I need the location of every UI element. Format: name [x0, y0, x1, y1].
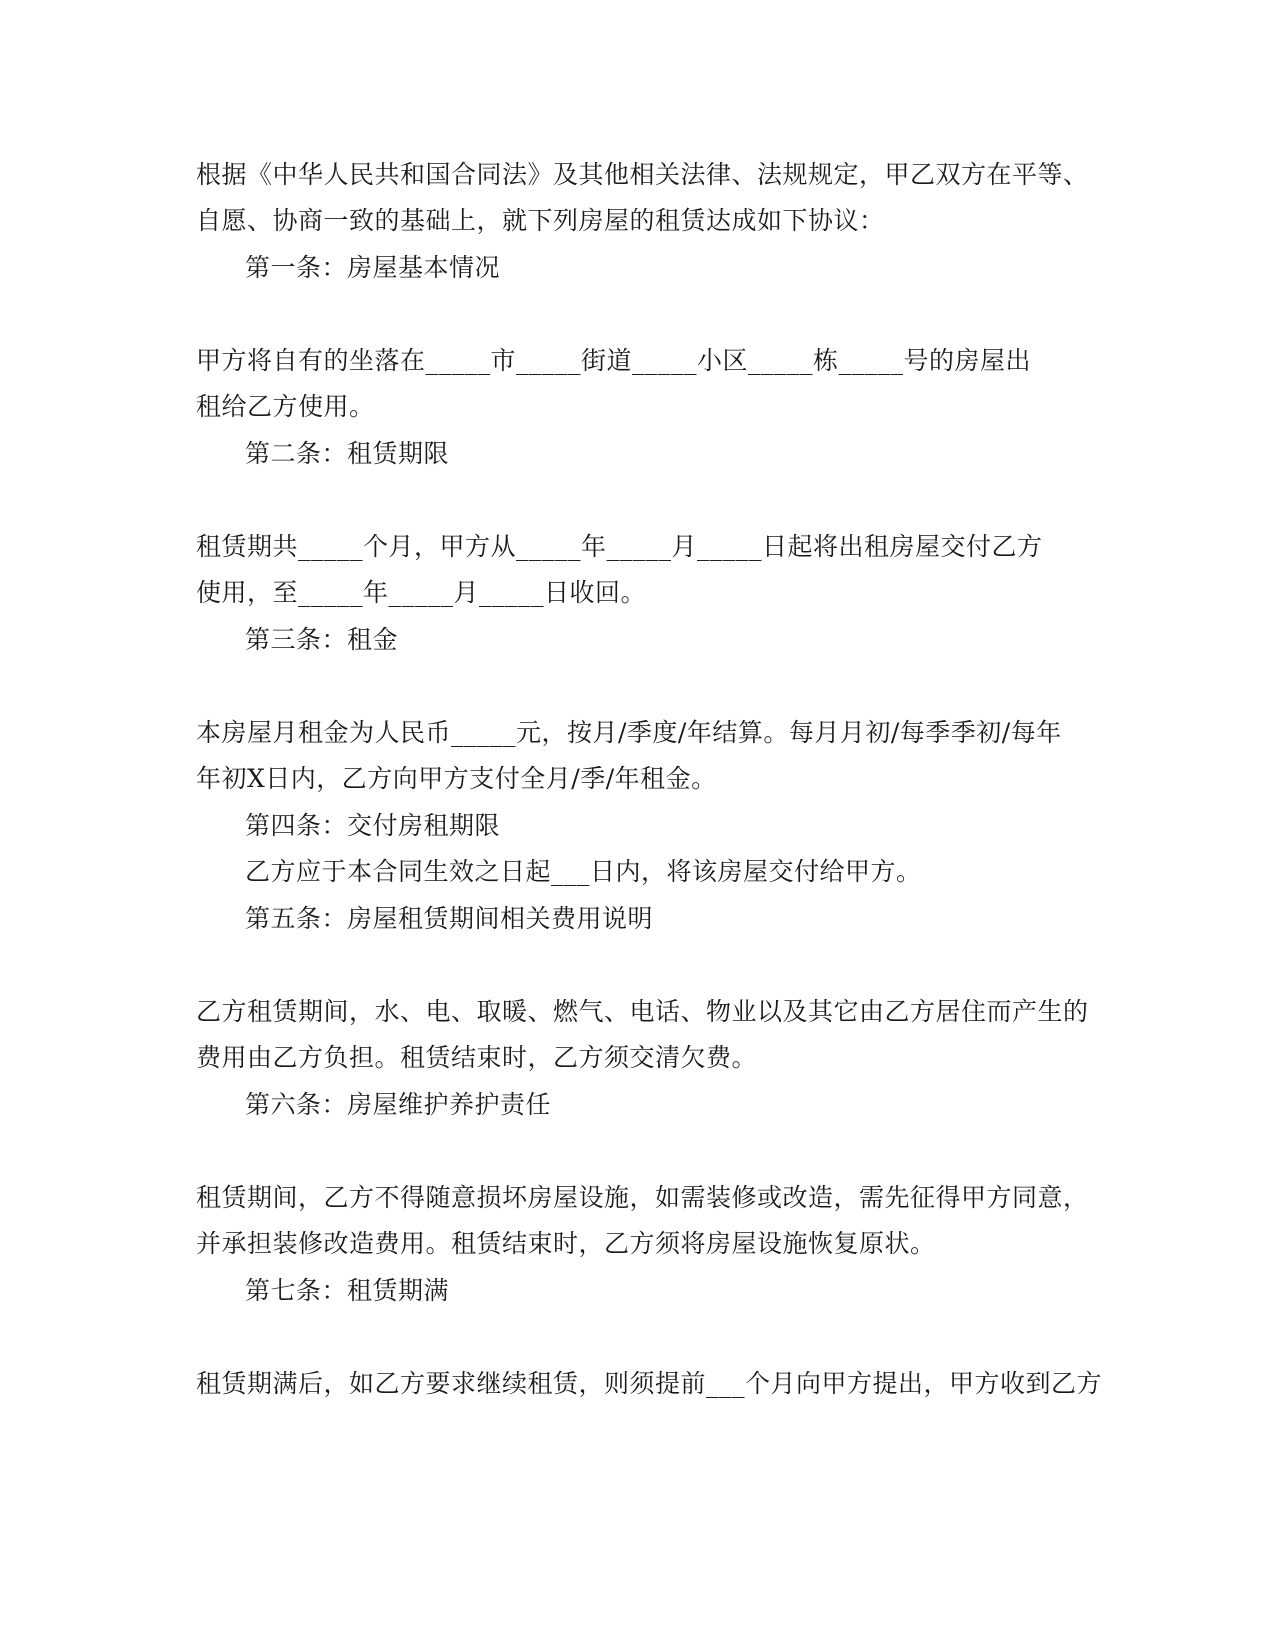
article-3-line-2: 年初X日内，乙方向甲方支付全月/季/年租金。 [196, 764, 717, 793]
article-2-line-2: 使用，至_____年_____月_____日收回。 [196, 578, 647, 607]
article-3-heading: 第三条：租金 [245, 625, 399, 654]
article-5-line-1: 乙方租赁期间，水、电、取暖、燃气、电话、物业以及其它由乙方居住而产生的 [196, 997, 1089, 1026]
article-7-line-1: 租赁期满后，如乙方要求继续租赁，则须提前___个月向甲方提出，甲方收到乙方 [196, 1369, 1103, 1398]
article-1-line-1: 甲方将自有的坐落在_____市_____街道_____小区_____栋_____号的房屋出 [196, 346, 1032, 375]
preamble-line-1: 根据《中华人民共和国合同法》及其他相关法律、法规规定，甲乙双方在平等、 [196, 160, 1089, 189]
article-2-heading: 第二条：租赁期限 [245, 439, 450, 468]
article-2-line-1: 租赁期共_____个月，甲方从_____年_____月_____日起将出租房屋交付乙方 [196, 532, 1043, 561]
article-6-line-1: 租赁期间，乙方不得随意损坏房屋设施，如需装修或改造，需先征得甲方同意， [196, 1183, 1089, 1212]
article-6-line-2: 并承担装修改造费用。租赁结束时，乙方须将房屋设施恢复原状。 [196, 1229, 936, 1258]
article-4-heading: 第四条：交付房租期限 [245, 811, 501, 840]
article-5-heading: 第五条：房屋租赁期间相关费用说明 [245, 904, 654, 933]
preamble-line-2: 自愿、协商一致的基础上，就下列房屋的租赁达成如下协议： [196, 206, 885, 235]
article-7-heading: 第七条：租赁期满 [245, 1276, 450, 1305]
article-3-line-1: 本房屋月租金为人民币_____元，按月/季度/年结算。每月月初/每季季初/每年 [196, 718, 1062, 747]
article-1-line-2: 租给乙方使用。 [196, 392, 375, 421]
article-5-line-2: 费用由乙方负担。租赁结束时，乙方须交清欠费。 [196, 1043, 758, 1072]
article-4-line-1: 乙方应于本合同生效之日起___日内，将该房屋交付给甲方。 [245, 857, 922, 886]
article-6-heading: 第六条：房屋维护养护责任 [245, 1090, 552, 1119]
article-1-heading: 第一条：房屋基本情况 [245, 253, 501, 282]
